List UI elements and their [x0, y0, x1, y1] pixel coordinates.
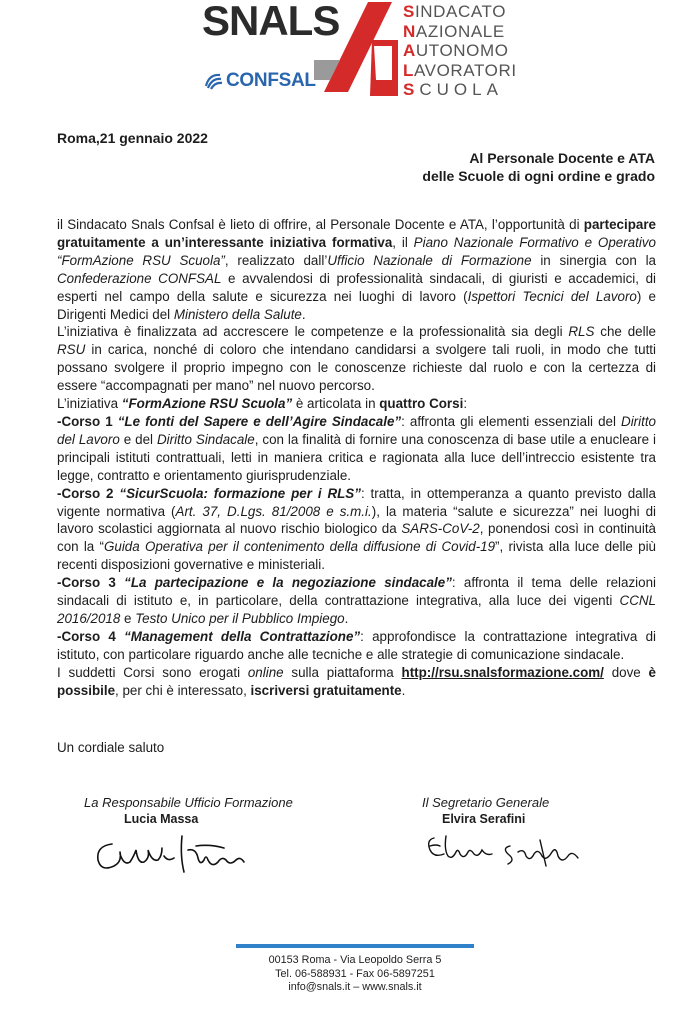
course-2-paragraph: -Corso 2 “SicurScuola: formazione per i RLS”: tratta, in ottemperanza a quanto previsto dalla vigente normativa (Art. 37, D.Lgs. 81/2008 e s.m.i.), la materia “salute e sicurezza” nei luoghi di lavoro scolastici aggiornata al nuovo rischio biologico da SARS-CoV-2, ponendosi così in continuità con la “Guida Operativa per il contenimento della diffusione di Covid-19”, rivista alla luce delle più recenti disposizioni governative e ministeriali. [57, 485, 657, 573]
course-1-paragraph: -Corso 1 “Le fonti del Sapere e dell’Agire Sindacale”: affronta gli elementi essenziali del Diritto del Lavoro e del Diritto Sindacale, con la finalità di fornire una conoscenza di base utile a enucleare i principali istituti contrattuali, letti in maniera critica e ragionata alla luce dell’intreccio esistente tra legge, contratto e orientamento giurisprudenziale. [57, 413, 656, 483]
signature-block-right [422, 795, 592, 872]
union-name-line: LAVORATORI [403, 60, 517, 80]
footer-contacts [200, 954, 510, 995]
union-name-line: NAZIONALE [403, 21, 505, 41]
platform-link[interactable]: http://rsu.snalsformazione.com/ [401, 664, 604, 680]
confsal-logo-text: CONFSAL [226, 70, 316, 91]
goal-paragraph: L’iniziativa è finalizzata ad accrescere le competenze e la professionalità sia degli RLS che delle RSU in carica, nonché di coloro che intendano candidarsi a svolgere tali ruoli, in modo che tutti possano svolgere il proprio impegno con le conoscenze richieste dal ruolo e con la certezza di essere “accompagnati per mano” nel nuovo percorso. [57, 324, 656, 394]
letter-date: Roma,21 gennaio 2022 [57, 130, 208, 146]
recipient-line: delle Scuole di ogni ordine e grado [422, 168, 655, 184]
union-name-line: AUTONOMO [403, 41, 509, 60]
handwritten-signature [422, 826, 592, 872]
union-name-line: SINDACATO [403, 2, 507, 21]
course-4-paragraph: -Corso 4 “Management della Contrattazione”: approfondisce la contrattazione integrativa di istituto, con particolare riguardo anche alle tecniche e alle strategie di comunicazione sindacale. [57, 628, 656, 662]
snals-logo-mark [310, 0, 402, 96]
platform-paragraph: I suddetti Corsi sono erogati online sulla piattaforma http://rsu.snalsformazione.com/ dove è possibile, per chi è interessato, iscriversi gratuitamente. [57, 664, 656, 698]
recipient-block [422, 149, 655, 185]
signatory-name: Lucia Massa [124, 812, 199, 826]
recipient-line: Al Personale Docente e ATA [469, 150, 655, 166]
union-name-line: SCUOLA [403, 80, 503, 99]
handwritten-signature [84, 826, 254, 884]
confsal-logo [203, 70, 316, 92]
confsal-swirl-icon [203, 72, 223, 90]
signatory-role: Il Segretario Generale [422, 795, 550, 810]
intro-paragraph: il Sindacato Snals Confsal è lieto di offrire, al Personale Docente e ATA, l’opportunità di partecipare gratuitamente a un’interessante iniziativa formativa, il Piano Nazionale Formativo e Operativo “FormAzione RSU Scuola”, realizzato dall’Ufficio Nazionale di Formazione in sinergia con la Confederazione CONFSAL e avvalendosi di professionalità sindacali, di giuristi e accademici, di esperti nel campo della salute e sicurezza nei luoghi di lavoro (Ispettori Tecnici del Lavoro) e Dirigenti Medici del Ministero della Salute. [57, 217, 657, 322]
snals-logo-text: SNALS [202, 0, 340, 44]
signatory-role: La Responsabile Ufficio Formazione [84, 795, 293, 810]
footer-divider [236, 944, 474, 948]
structure-paragraph: L’iniziativa “FormAzione RSU Scuola” è articolata in quattro Corsi: [57, 396, 468, 412]
union-full-name [403, 2, 517, 100]
footer-address: 00153 Roma - Via Leopoldo Serra 5 [268, 954, 442, 966]
signatory-name: Elvira Serafini [442, 812, 526, 826]
letter-body [57, 216, 656, 699]
footer-phone: Tel. 06-588931 - Fax 06-5897251 [275, 967, 435, 980]
course-3-paragraph: -Corso 3 “La partecipazione e la negoziazione sindacale”: affronta il tema delle relazioni sindacali di istituto e, in particolare, della contrattazione integrativa, alla luce dei vigenti CCNL 2016/2018 e Testo Unico per il Pubblico Impiego. [57, 575, 656, 626]
footer-web: info@snals.it – www.snals.it [288, 981, 422, 993]
signature-block-left [84, 795, 316, 884]
closing-greeting: Un cordiale saluto [57, 740, 165, 755]
